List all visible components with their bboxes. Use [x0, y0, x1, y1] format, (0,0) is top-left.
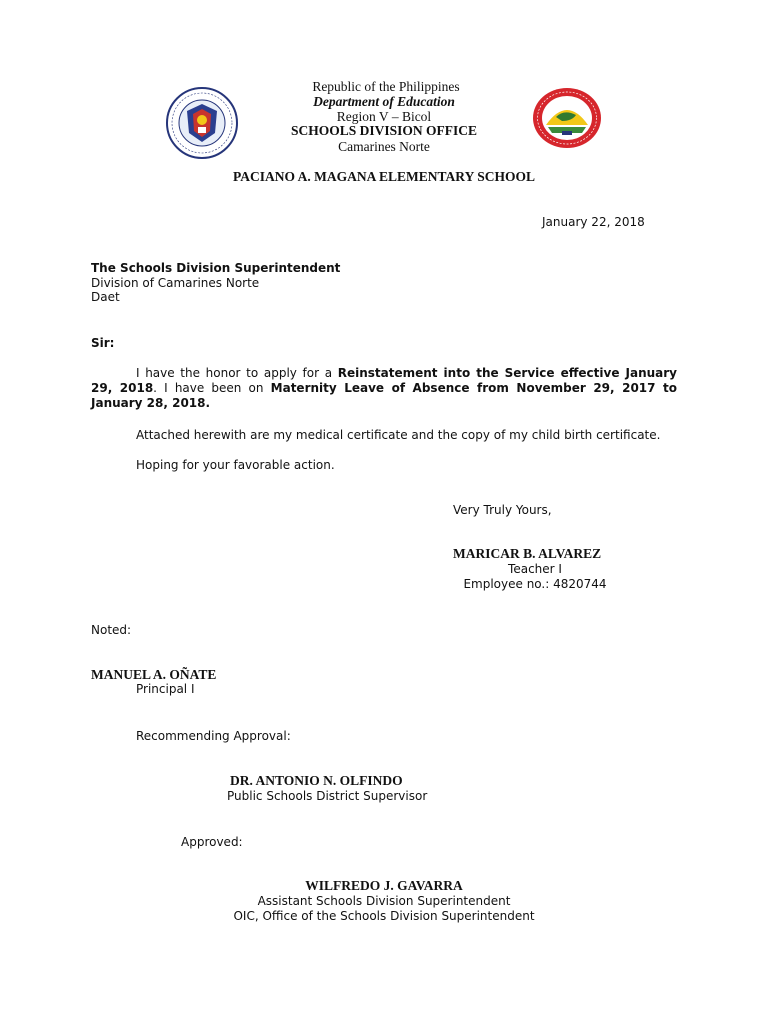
body-p1-text-a: I have the honor to apply for a [136, 366, 338, 380]
body-p1-reinstatement: Reinstatement into the Service effective January 29, 2018 [91, 366, 677, 395]
closing: Very Truly Yours, [453, 503, 552, 517]
recommending-label: Recommending Approval: [136, 729, 291, 743]
body-paragraph-2: Attached herewith are my medical certificate and the copy of my child birth certificate. [136, 428, 661, 442]
noted-name: MANUEL A. OÑATE [91, 667, 217, 682]
sender-employee-no: Employee no.: 4820744 [463, 577, 607, 591]
deped-seal-logo [165, 87, 239, 159]
approved-position-2: OIC, Office of the Schools Division Superintendent [233, 909, 535, 923]
sender-name: MARICAR B. ALVAREZ [453, 546, 602, 561]
addressee-place: Daet [91, 290, 120, 304]
header-region: Region V – Bicol [336, 109, 432, 124]
body-paragraph-1 [91, 366, 677, 411]
recommending-position: Public Schools District Supervisor [227, 789, 428, 803]
body-paragraph-3: Hoping for your favorable action. [136, 458, 335, 472]
approved-position-1: Assistant Schools Division Superintendent [257, 894, 511, 908]
division-seal-logo [532, 87, 602, 149]
header-republic: Republic of the Philippines [312, 79, 460, 94]
sender-position: Teacher I [508, 562, 562, 576]
header-division-office: SCHOOLS DIVISION OFFICE [290, 123, 478, 138]
letter-date: January 22, 2018 [542, 215, 645, 229]
noted-label: Noted: [91, 623, 132, 637]
approved-name: WILFREDO J. GAVARRA [305, 878, 463, 893]
approved-label: Approved: [181, 835, 243, 849]
addressee-name: The Schools Division Superintendent [91, 261, 341, 275]
school-name: PACIANO A. MAGANA ELEMENTARY SCHOOL [233, 169, 535, 184]
recommending-name: DR. ANTONIO N. OLFINDO [230, 773, 403, 788]
header-province: Camarines Norte [338, 139, 430, 154]
salutation: Sir: [91, 336, 115, 350]
addressee-office: Division of Camarines Norte [91, 276, 260, 290]
noted-position: Principal I [136, 682, 195, 696]
body-p1-text-c: . I have been on [153, 381, 271, 395]
body-p1-maternity-leave: Maternity Leave of Absence from November 29, 2017 to January 28, 2018. [91, 381, 677, 410]
header-department: Department of Education [313, 94, 455, 109]
